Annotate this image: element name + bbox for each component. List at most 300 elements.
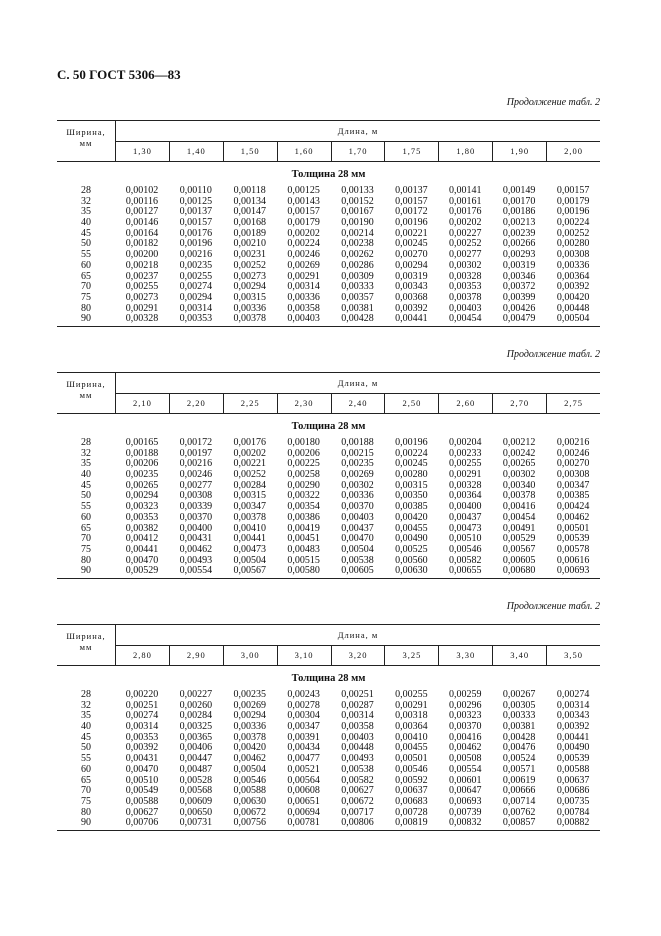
length-header-label: Длина, м [116, 373, 600, 394]
value-cell: 0,00529 [502, 533, 536, 545]
value-cell: 0,00683 [395, 795, 428, 807]
value-cell: 0,00564 [287, 774, 320, 786]
width-header-unit: мм [79, 138, 93, 148]
table-section-1 [57, 97, 600, 327]
value-cell: 0,00424 [556, 501, 590, 513]
length-header [116, 121, 600, 161]
value-cell: 0,00609 [179, 795, 213, 807]
value-cell: 0,00170 [502, 195, 536, 207]
value-cell: 0,00214 [341, 227, 374, 239]
value-cell: 0,00358 [287, 302, 320, 314]
width-header-unit: мм [79, 642, 93, 652]
width-cell: 28 [81, 689, 91, 700]
value-cell: 0,00291 [395, 699, 428, 711]
value-cell: 0,00273 [125, 291, 159, 303]
value-cell: 0,00252 [556, 227, 590, 239]
width-header-label: Ширина, [66, 127, 106, 137]
value-cell: 0,00358 [341, 721, 374, 733]
value-column [115, 186, 169, 325]
value-cell: 0,00756 [233, 817, 266, 829]
width-cell: 32 [81, 447, 91, 459]
value-cell: 0,00882 [556, 817, 590, 829]
value-cell: 0,00655 [449, 565, 482, 577]
value-cell: 0,00470 [341, 533, 374, 545]
width-cell: 80 [81, 554, 91, 566]
value-cell: 0,00110 [179, 185, 212, 196]
value-cell: 0,00382 [125, 522, 159, 534]
value-cell: 0,00462 [233, 753, 266, 765]
value-cell: 0,00601 [449, 774, 482, 786]
length-column-header: 2,75 [564, 398, 583, 408]
width-cell: 40 [81, 469, 91, 481]
value-cell: 0,00386 [287, 511, 320, 523]
value-cell: 0,00650 [179, 806, 213, 818]
value-cell: 0,00554 [179, 565, 213, 577]
value-cell: 0,00354 [287, 501, 320, 513]
value-cell: 0,00259 [449, 689, 482, 700]
value-cell: 0,00220 [125, 689, 159, 700]
value-cell: 0,00182 [125, 238, 159, 250]
value-cell: 0,00501 [395, 753, 428, 765]
length-column-header: 3,10 [278, 646, 332, 665]
value-column [223, 186, 277, 325]
value-cell: 0,00666 [502, 785, 536, 797]
value-cell: 0,00510 [449, 533, 482, 545]
value-cell: 0,00302 [341, 479, 374, 491]
continuation-label: Продолжение табл. 2 [506, 97, 600, 108]
value-cell: 0,00146 [125, 217, 159, 229]
value-column [115, 690, 169, 829]
value-cell: 0,00365 [179, 731, 213, 743]
value-cell: 0,00157 [395, 195, 428, 207]
length-column-header: 2,70 [493, 394, 547, 413]
value-cell: 0,00340 [502, 479, 536, 491]
table-header [57, 121, 600, 162]
width-header-label: Ширина, [66, 379, 106, 389]
value-cell: 0,00212 [502, 437, 536, 448]
value-cell: 0,00252 [233, 469, 266, 481]
value-cell: 0,00353 [125, 511, 159, 523]
width-cell: 75 [81, 795, 91, 807]
value-cell: 0,00202 [287, 227, 320, 239]
length-column-header: 1,40 [170, 142, 224, 161]
value-cell: 0,00346 [502, 270, 536, 282]
thickness-label: Толщина 28 мм [291, 673, 366, 684]
value-cell: 0,00286 [341, 259, 374, 271]
width-cell: 90 [81, 817, 91, 829]
value-cell: 0,00251 [341, 689, 374, 700]
value-column [277, 690, 331, 829]
value-cell: 0,00314 [341, 710, 374, 722]
value-cell: 0,00538 [341, 763, 374, 775]
value-cell: 0,00403 [449, 302, 482, 314]
value-cell: 0,00277 [179, 479, 213, 491]
width-cell: 75 [81, 543, 91, 555]
length-column-header: 2,90 [170, 646, 224, 665]
length-column-header: 1,70 [332, 142, 386, 161]
width-header-label: Ширина, [66, 631, 106, 641]
value-cell: 0,00165 [125, 437, 159, 448]
length-column-header: 2,60 [439, 394, 493, 413]
value-cell: 0,00410 [395, 731, 428, 743]
value-cell: 0,00462 [556, 511, 590, 523]
value-cell: 0,00630 [233, 795, 266, 807]
value-cell: 0,00392 [556, 721, 590, 733]
value-cell: 0,00441 [556, 731, 590, 743]
value-cell: 0,00819 [395, 817, 428, 829]
value-cell: 0,00172 [179, 437, 213, 448]
value-cell: 0,00437 [449, 511, 482, 523]
value-cell: 0,00328 [125, 313, 159, 325]
value-cell: 0,00353 [125, 731, 159, 743]
value-cell: 0,00470 [125, 763, 159, 775]
value-cell: 0,00454 [449, 313, 482, 325]
value-cell: 0,00399 [502, 291, 536, 303]
value-column [546, 186, 600, 325]
width-column [57, 438, 115, 577]
value-cell: 0,00651 [287, 795, 320, 807]
value-cell: 0,00133 [341, 185, 374, 196]
value-cell: 0,00239 [502, 227, 536, 239]
value-cell: 0,00637 [395, 785, 428, 797]
value-cell: 0,00235 [179, 259, 213, 271]
value-cell: 0,00571 [502, 763, 536, 775]
value-cell: 0,00493 [341, 753, 374, 765]
value-cell: 0,00176 [179, 227, 213, 239]
value-column [384, 438, 438, 577]
value-cell: 0,00372 [502, 281, 536, 293]
value-cell: 0,00294 [395, 259, 428, 271]
value-cell: 0,00255 [395, 689, 428, 700]
value-cell: 0,00293 [502, 249, 536, 261]
value-cell: 0,00420 [556, 291, 590, 303]
length-column-header: 1,60 [278, 142, 332, 161]
value-cell: 0,00269 [287, 259, 320, 271]
length-column-header: 2,00 [564, 146, 583, 156]
width-cell: 75 [81, 291, 91, 303]
data-table [57, 120, 600, 327]
width-cell: 50 [81, 490, 91, 502]
value-cell: 0,00428 [341, 313, 374, 325]
value-cell: 0,00325 [179, 721, 213, 733]
value-cell: 0,00504 [233, 554, 266, 566]
value-cell: 0,00215 [341, 447, 374, 459]
value-cell: 0,00172 [395, 206, 428, 218]
value-cell: 0,00314 [556, 699, 590, 711]
value-column [384, 690, 438, 829]
value-cell: 0,00347 [233, 501, 266, 513]
value-cell: 0,00400 [449, 501, 482, 513]
value-cell: 0,00385 [556, 490, 590, 502]
value-cell: 0,00227 [179, 689, 213, 700]
value-cell: 0,00504 [556, 313, 590, 325]
value-cell: 0,00353 [449, 281, 482, 293]
value-cell: 0,00529 [125, 565, 159, 577]
value-cell: 0,00197 [179, 447, 213, 459]
table-section-2 [57, 349, 600, 579]
value-cell: 0,00202 [449, 217, 482, 229]
value-cell: 0,00315 [233, 490, 266, 502]
value-cell: 0,00265 [502, 458, 536, 470]
value-column [115, 438, 169, 577]
value-cell: 0,00483 [287, 543, 320, 555]
value-cell: 0,00328 [449, 479, 482, 491]
table-bottom-rule [57, 326, 600, 327]
value-cell: 0,00291 [287, 270, 320, 282]
value-cell: 0,00125 [287, 185, 320, 196]
length-header [116, 625, 600, 665]
width-cell: 45 [81, 227, 91, 239]
value-cell: 0,00280 [556, 238, 590, 250]
value-cell: 0,00304 [287, 710, 320, 722]
value-cell: 0,00216 [179, 458, 213, 470]
value-cell: 0,00448 [556, 302, 590, 314]
value-cell: 0,00206 [125, 458, 159, 470]
value-cell: 0,00686 [556, 785, 590, 797]
value-cell: 0,00255 [125, 281, 159, 293]
length-column-header: 2,10 [116, 394, 170, 413]
value-cell: 0,00735 [556, 795, 590, 807]
value-cell: 0,00168 [233, 217, 266, 229]
value-cell: 0,00235 [233, 689, 266, 700]
value-cell: 0,00246 [287, 249, 320, 261]
value-column [169, 438, 223, 577]
value-cell: 0,00157 [179, 217, 213, 229]
value-cell: 0,00210 [233, 238, 266, 250]
value-cell: 0,00560 [395, 554, 428, 566]
value-column [492, 690, 546, 829]
value-cell: 0,00832 [449, 817, 482, 829]
value-cell: 0,00245 [395, 458, 428, 470]
value-cell: 0,00608 [287, 785, 320, 797]
value-cell: 0,00462 [449, 742, 482, 754]
value-cell: 0,00426 [502, 302, 536, 314]
value-cell: 0,00336 [287, 291, 320, 303]
value-cell: 0,00152 [341, 195, 374, 207]
length-column-header: 2,50 [385, 394, 439, 413]
value-column [492, 438, 546, 577]
value-cell: 0,00116 [125, 195, 159, 207]
value-column [223, 438, 277, 577]
width-cell: 65 [81, 270, 91, 282]
value-cell: 0,00245 [395, 238, 428, 250]
value-cell: 0,00428 [502, 731, 536, 743]
width-cell: 60 [81, 511, 91, 523]
value-cell: 0,00267 [502, 689, 536, 700]
value-cell: 0,00403 [287, 313, 320, 325]
value-cell: 0,00134 [233, 195, 266, 207]
value-cell: 0,00454 [502, 511, 536, 523]
value-cell: 0,00216 [179, 249, 213, 261]
length-column-header: 2,20 [170, 394, 224, 413]
value-cell: 0,00781 [287, 817, 320, 829]
value-cell: 0,00378 [233, 511, 266, 523]
length-columns [116, 142, 600, 161]
value-cell: 0,00546 [233, 774, 266, 786]
value-cell: 0,00416 [502, 501, 536, 513]
value-cell: 0,00784 [556, 806, 590, 818]
value-cell: 0,00225 [287, 458, 320, 470]
value-cell: 0,00294 [179, 291, 213, 303]
value-cell: 0,00473 [449, 522, 482, 534]
value-cell: 0,00314 [287, 281, 320, 293]
value-cell: 0,00605 [341, 565, 374, 577]
value-cell: 0,00147 [233, 206, 266, 218]
value-cell: 0,00525 [395, 543, 428, 555]
value-cell: 0,00189 [233, 227, 266, 239]
value-cell: 0,00717 [341, 806, 374, 818]
value-cell: 0,00546 [449, 543, 482, 555]
value-cell: 0,00455 [395, 742, 428, 754]
value-cell: 0,00504 [233, 763, 266, 775]
value-cell: 0,00238 [341, 238, 374, 250]
value-column [546, 690, 600, 829]
length-column-header: 3,40 [493, 646, 547, 665]
value-cell: 0,00274 [125, 710, 159, 722]
width-cell: 55 [81, 501, 91, 513]
value-cell: 0,00647 [449, 785, 482, 797]
value-column [331, 690, 385, 829]
value-cell: 0,00294 [233, 710, 266, 722]
value-cell: 0,00278 [287, 699, 320, 711]
thickness-label: Толщина 28 мм [291, 169, 366, 180]
value-cell: 0,00202 [233, 447, 266, 459]
value-cell: 0,00308 [556, 469, 590, 481]
value-cell: 0,00406 [179, 742, 213, 754]
value-cell: 0,00524 [502, 753, 536, 765]
length-column-header: 3,50 [564, 650, 583, 660]
value-cell: 0,00224 [395, 447, 428, 459]
value-cell: 0,00568 [179, 785, 213, 797]
value-cell: 0,00680 [502, 565, 536, 577]
value-cell: 0,00157 [287, 206, 320, 218]
value-cell: 0,00319 [395, 270, 428, 282]
value-cell: 0,00280 [395, 469, 428, 481]
value-cell: 0,00567 [502, 543, 536, 555]
value-cell: 0,00305 [502, 699, 536, 711]
value-cell: 0,00637 [556, 774, 590, 786]
value-cell: 0,00188 [341, 437, 374, 448]
length-column-header: 3,00 [224, 646, 278, 665]
value-cell: 0,00294 [233, 281, 266, 293]
value-cell: 0,00294 [125, 490, 159, 502]
value-cell: 0,00419 [287, 522, 320, 534]
value-cell: 0,00258 [287, 469, 320, 481]
value-cell: 0,00364 [556, 270, 590, 282]
value-column [438, 690, 492, 829]
length-column-header: 2,40 [332, 394, 386, 413]
value-cell: 0,00315 [395, 479, 428, 491]
width-cell: 90 [81, 313, 91, 325]
value-cell: 0,00370 [179, 511, 213, 523]
value-cell: 0,00693 [449, 795, 482, 807]
value-cell: 0,00270 [556, 458, 590, 470]
data-table [57, 624, 600, 831]
value-cell: 0,00343 [395, 281, 428, 293]
value-cell: 0,00266 [502, 238, 536, 250]
value-cell: 0,00235 [341, 458, 374, 470]
value-cell: 0,00328 [449, 270, 482, 282]
length-column-header: 3,25 [385, 646, 439, 665]
value-cell: 0,00233 [449, 447, 482, 459]
value-cell: 0,00218 [125, 259, 159, 271]
value-column [169, 186, 223, 325]
value-cell: 0,00246 [556, 447, 590, 459]
width-header-unit: мм [79, 390, 93, 400]
value-cell: 0,00287 [341, 699, 374, 711]
thickness-label: Толщина 28 мм [291, 421, 366, 432]
value-cell: 0,00221 [233, 458, 266, 470]
value-cell: 0,00477 [287, 753, 320, 765]
value-cell: 0,00431 [179, 533, 213, 545]
value-cell: 0,00357 [341, 291, 374, 303]
value-cell: 0,00274 [179, 281, 213, 293]
value-cell: 0,00403 [341, 731, 374, 743]
width-cell: 80 [81, 806, 91, 818]
value-cell: 0,00302 [449, 259, 482, 271]
value-cell: 0,00451 [287, 533, 320, 545]
value-cell: 0,00420 [233, 742, 266, 754]
value-cell: 0,00314 [125, 721, 159, 733]
width-cell: 45 [81, 731, 91, 743]
width-header [57, 625, 116, 665]
value-cell: 0,00291 [449, 469, 482, 481]
value-cell: 0,00403 [341, 511, 374, 523]
value-cell: 0,00206 [287, 447, 320, 459]
value-cell: 0,00410 [233, 522, 266, 534]
value-cell: 0,00731 [179, 817, 213, 829]
value-cell: 0,00491 [502, 522, 536, 534]
value-cell: 0,00567 [233, 565, 266, 577]
value-cell: 0,00251 [125, 699, 159, 711]
value-cell: 0,00255 [179, 270, 213, 282]
value-cell: 0,00336 [556, 259, 590, 271]
length-column-header: 1,75 [385, 142, 439, 161]
value-cell: 0,00462 [179, 543, 213, 555]
value-cell: 0,00318 [395, 710, 428, 722]
value-cell: 0,00578 [556, 543, 590, 555]
value-column [384, 186, 438, 325]
value-cell: 0,00501 [556, 522, 590, 534]
value-cell: 0,00381 [502, 721, 536, 733]
value-cell: 0,00616 [556, 554, 590, 566]
value-cell: 0,00102 [125, 185, 159, 196]
value-cell: 0,00378 [233, 313, 266, 325]
value-cell: 0,00487 [179, 763, 213, 775]
length-column-header: 3,20 [332, 646, 386, 665]
value-cell: 0,00291 [125, 302, 159, 314]
value-cell: 0,00370 [449, 721, 482, 733]
value-cell: 0,00149 [502, 185, 536, 196]
value-cell: 0,00672 [233, 806, 266, 818]
value-cell: 0,00196 [179, 238, 213, 250]
value-cell: 0,00706 [125, 817, 159, 829]
value-cell: 0,00588 [233, 785, 266, 797]
length-column-header: 1,50 [224, 142, 278, 161]
value-cell: 0,00196 [395, 217, 428, 229]
value-cell: 0,00347 [556, 479, 590, 491]
value-cell: 0,00412 [125, 533, 159, 545]
length-column-header: 2,25 [224, 394, 278, 413]
width-header [57, 121, 116, 161]
width-cell: 70 [81, 785, 91, 797]
value-cell: 0,00554 [449, 763, 482, 775]
value-cell: 0,00308 [556, 249, 590, 261]
value-cell: 0,00221 [395, 227, 428, 239]
value-columns [115, 186, 600, 325]
value-cell: 0,00309 [341, 270, 374, 282]
value-cell: 0,00237 [125, 270, 159, 282]
